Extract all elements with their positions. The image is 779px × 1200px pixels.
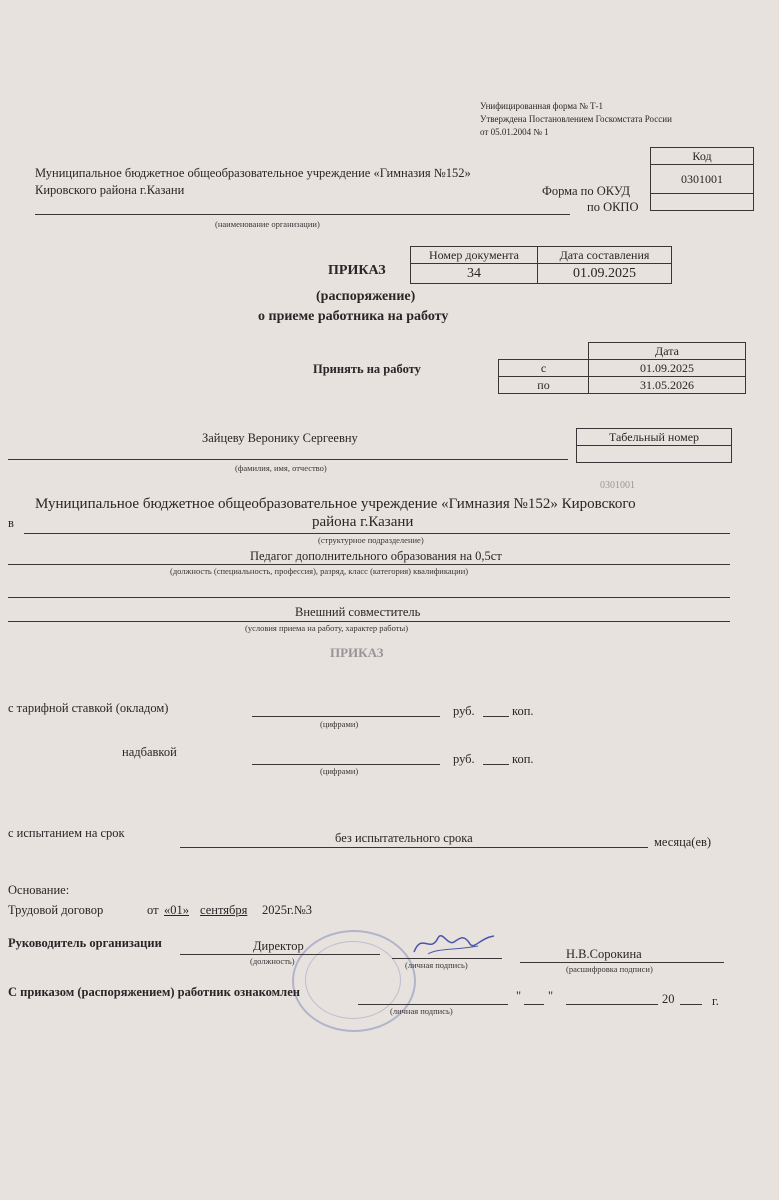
acquainted-sign-underline <box>358 1004 508 1005</box>
trial-underline <box>180 847 648 848</box>
trial-unit: месяца(ев) <box>654 835 712 849</box>
head-name-underline <box>520 962 724 963</box>
division-line1: Муниципальное бюджетное общеобразовательное учреждение «Гимназия №152» Кировского <box>35 496 636 512</box>
head-label: Руководитель организации <box>8 936 162 950</box>
showthrough-text-1: 0301001 <box>600 480 635 491</box>
tab-number-value <box>577 446 732 463</box>
stamp-inner <box>305 941 401 1019</box>
hire-to-label: по <box>499 377 589 394</box>
hire-date-header: Дата <box>589 343 746 360</box>
rate-kop-underline <box>483 716 509 717</box>
org-name-line2: Кировского района г.Казани <box>35 183 185 197</box>
bonus-caption: (цифрами) <box>320 766 359 776</box>
basis-year-number: 2025г.№3 <box>262 903 313 917</box>
acquainted-year-suffix: г. <box>712 994 719 1008</box>
position-value: Педагог дополнительного образования на 0,5ст <box>250 549 502 563</box>
bonus-kop-underline <box>483 764 509 765</box>
tab-number-table <box>576 428 732 463</box>
order-subtitle: (распоряжение) <box>316 289 416 304</box>
form-header-line1: Унифицированная форма № Т-1 <box>480 101 604 111</box>
head-name-caption: (расшифровка подписи) <box>566 964 653 974</box>
acquainted-sign-caption: (личная подпись) <box>390 1006 453 1016</box>
order-title: ПРИКАЗ <box>328 263 386 278</box>
bonus-kop: коп. <box>512 752 534 766</box>
bonus-label: надбавкой <box>122 745 177 759</box>
position-extra-line <box>8 597 730 598</box>
position-caption: (должность (специальность, профессия), разряд, класс (категория) квалификации) <box>170 566 469 576</box>
org-name-line1: Муниципальное бюджетное общеобразовательное учреждение «Гимназия №152» <box>35 166 471 180</box>
form-header-line3: от 05.01.2004 № 1 <box>480 127 549 137</box>
division-prefix: в <box>8 516 14 530</box>
bonus-underline <box>252 764 440 765</box>
head-position-caption: (должность) <box>250 956 295 966</box>
rate-kop: коп. <box>512 704 534 718</box>
trial-label: с испытанием на срок <box>8 826 125 840</box>
conditions-underline <box>8 621 730 622</box>
acquainted-year-underline <box>680 1004 702 1005</box>
head-name: Н.В.Сорокина <box>566 947 642 961</box>
bonus-rub: руб. <box>453 752 475 766</box>
okud-value: 0301001 <box>651 165 754 194</box>
basis-from: от <box>147 903 159 917</box>
doc-date: 01.09.2025 <box>538 264 672 284</box>
division-caption: (структурное подразделение) <box>318 535 424 545</box>
employee-underline <box>8 459 568 460</box>
division-line2: района г.Казани <box>312 514 414 530</box>
org-underline <box>35 214 570 215</box>
tab-number-label: Табельный номер <box>577 429 732 446</box>
conditions-caption: (условия приема на работу, характер работы) <box>245 623 409 633</box>
acquainted-year-prefix: 20 <box>662 992 675 1006</box>
head-position: Директор <box>253 939 304 953</box>
showthrough-text-2: ПРИКАЗ <box>330 645 384 660</box>
employee-name: Зайцеву Веронику Сергеевну <box>202 431 358 445</box>
org-caption: (наименование организации) <box>215 219 320 229</box>
basis-label: Основание: <box>8 883 70 897</box>
hire-from-label: с <box>499 360 589 377</box>
position-underline <box>8 564 730 565</box>
doc-number-label: Номер документа <box>411 247 538 264</box>
okpo-label: по ОКПО <box>587 200 639 214</box>
okud-label: Форма по ОКУД <box>542 184 630 198</box>
employee-caption: (фамилия, имя, отчество) <box>235 463 327 473</box>
acquainted-quote-open: " <box>516 989 522 1003</box>
conditions-value: Внешний совместитель <box>295 605 421 619</box>
acquainted-quote-close: " <box>548 989 554 1003</box>
order-number-table <box>410 246 672 284</box>
head-signature <box>408 924 498 964</box>
form-header-line2: Утверждена Постановлением Госкомстата России <box>480 114 672 124</box>
rate-label: с тарифной ставкой (окладом) <box>8 701 169 715</box>
basis-month: сентября <box>200 903 248 917</box>
doc-date-label: Дата составления <box>538 247 672 264</box>
doc-number: 34 <box>411 264 538 284</box>
hire-label: Принять на работу <box>313 362 421 376</box>
rate-underline <box>252 716 440 717</box>
order-about: о приеме работника на работу <box>258 309 449 324</box>
rate-rub: руб. <box>453 704 475 718</box>
codes-table <box>650 147 754 211</box>
basis-contract: Трудовой договор <box>8 903 104 917</box>
head-position-underline <box>180 954 380 955</box>
rate-caption: (цифрами) <box>320 719 359 729</box>
hire-to-date: 31.05.2026 <box>589 377 746 394</box>
acquainted-label: С приказом (распоряжением) работник ознакомлен <box>8 985 300 999</box>
head-sign-caption: (личная подпись) <box>405 960 468 970</box>
hire-dates-table <box>498 342 746 394</box>
codes-header: Код <box>651 148 754 165</box>
acquainted-month-underline <box>566 1004 658 1005</box>
division-underline <box>24 533 730 534</box>
basis-day: «01» <box>164 903 189 917</box>
hire-from-date: 01.09.2025 <box>589 360 746 377</box>
okpo-value <box>651 194 754 211</box>
trial-value: без испытательного срока <box>335 831 473 845</box>
acquainted-day-underline <box>524 1004 544 1005</box>
